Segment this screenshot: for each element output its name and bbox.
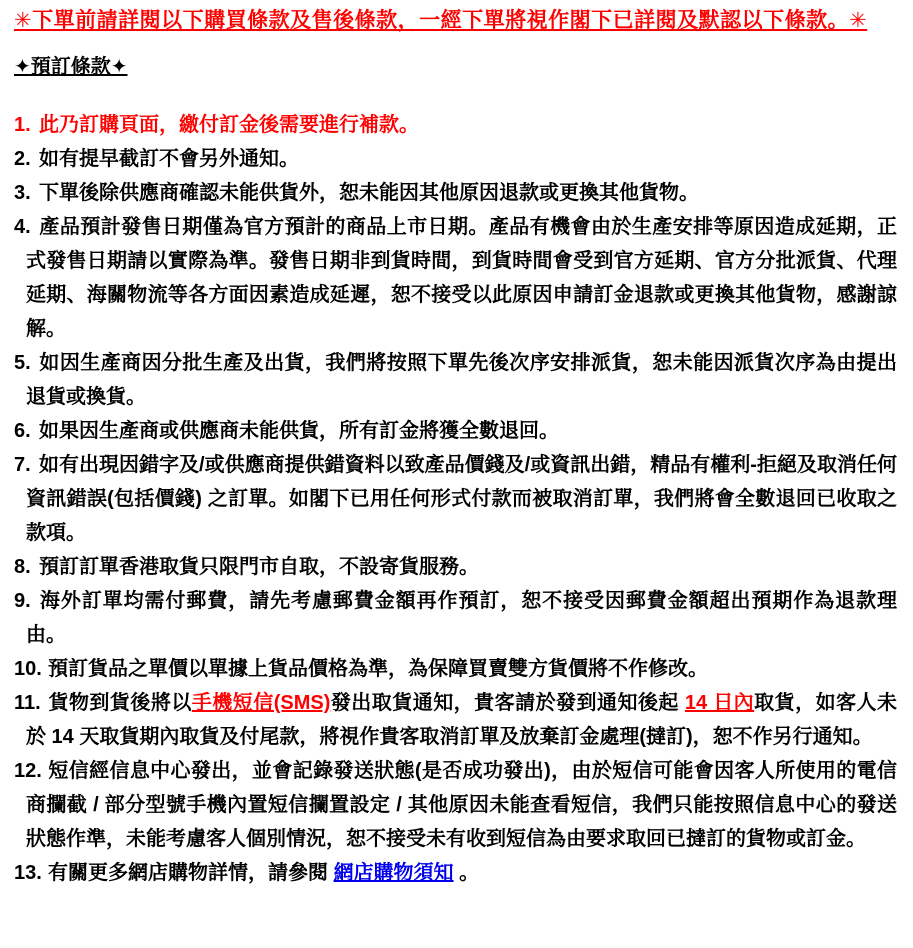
term-text-segment: 發出取貨通知，貴客請於發到通知後起 [330, 692, 685, 714]
page-title: ✳下單前請詳閱以下購買條款及售後條款，一經下單將視作閣下已詳閱及默認以下條款。✳ [14, 9, 868, 32]
term-item-10 [14, 652, 897, 686]
term-number: 8. [14, 556, 31, 578]
terms-list [14, 108, 897, 890]
term-number: 6. [14, 420, 31, 442]
term-number: 13. [14, 862, 42, 884]
term-text-segment: 貨物到貨後將以 [48, 692, 192, 714]
section-heading: ✦預訂條款✦ [14, 56, 128, 78]
term-item-6 [14, 414, 897, 448]
term-number: 12. [14, 760, 42, 782]
term-text-segment: 。 [453, 862, 480, 884]
term-number: 1. [14, 114, 31, 136]
term-item-4 [14, 210, 897, 346]
term-item-13 [14, 856, 897, 890]
term-number: 7. [14, 454, 31, 476]
term-number: 2. [14, 148, 31, 170]
term-text-segment: 如有提早截訂不會另外通知。 [39, 148, 299, 170]
term-item-9 [14, 584, 897, 652]
term-text-segment: 下單後除供應商確認未能供貨外，恕未能因其他原因退款或更換其他貨物。 [39, 182, 699, 204]
term-text-segment: 如有出現因錯字及/或供應商提供錯資料以致產品價錢及/或資訊出錯，精品有權利-拒絕及取消任何資訊錯誤(包括價錢) 之訂單。如閣下已用任何形式付款而被取消訂單，我們將會全數退回已收取之款項。 [26, 454, 897, 544]
term-text-segment: 此乃訂購頁面，繳付訂金後需要進行補款。 [39, 114, 419, 136]
term-item-7 [14, 448, 897, 550]
term-text-segment: 如果因生產商或供應商未能供貨，所有訂金將獲全數退回。 [39, 420, 559, 442]
term-number: 10. [14, 658, 42, 680]
term-number: 9. [14, 590, 31, 612]
term-text-segment: 海外訂單均需付郵費，請先考慮郵費金額再作預訂，恕不接受因郵費金額超出預期作為退款理由。 [26, 590, 897, 646]
term-item-3 [14, 176, 897, 210]
term-number: 5. [14, 352, 31, 374]
term-item-8 [14, 550, 897, 584]
term-number: 3. [14, 182, 31, 204]
term-number: 11. [14, 692, 41, 714]
term-text-segment: 產品預計發售日期僅為官方預計的商品上市日期。產品有機會由於生產安排等原因造成延期，正式發售日期請以實際為準。發售日期非到貨時間，到貨時間會受到官方延期、官方分批派貨、代理延期、海關物流等各方面因素造成延遲，恕不接受以此原因申請訂金退款或更換其他貨物，感謝諒解。 [26, 216, 897, 340]
term-item-1 [14, 108, 897, 142]
term-text-segment: 預訂貨品之單價以單據上貨品價格為準，為保障買賣雙方貨價將不作修改。 [48, 658, 708, 680]
term-text-segment: 手機短信(SMS) [191, 692, 331, 714]
term-text-segment: 有關更多網店購物詳情，請參閱 [48, 862, 334, 884]
term-item-11 [14, 686, 897, 754]
term-text-segment: 14 日內 [684, 692, 755, 714]
term-number: 4. [14, 216, 31, 238]
term-item-2 [14, 142, 897, 176]
term-text-segment: 短信經信息中心發出，並會記錄發送狀態(是否成功發出)，由於短信可能會因客人所使用的電信商攔截 / 部分型號手機內置短信攔置設定 / 其他原因未能查看短信，我們只能按照信息中心的發送狀態作準，未能考慮客人個別情況，恕不接受未有收到短信為由要求取回已撻訂的貨物或訂金。 [26, 760, 897, 850]
term-text-segment: 預訂訂單香港取貨只限門市自取，不設寄貨服務。 [39, 556, 479, 578]
term-item-5 [14, 346, 897, 414]
term-item-12 [14, 754, 897, 856]
term-text-segment: 如因生產商因分批生產及出貨，我們將按照下單先後次序安排派貨，恕未能因派貨次序為由提出退貨或換貨。 [26, 352, 897, 408]
store-shopping-notice-link[interactable]: 網店購物須知 [333, 862, 454, 884]
term-text-segment: 取貨，如客人未於 14 天取貨期內取貨及付尾款，將視作貴客取消訂單及放棄訂金處理(撻訂)，恕不作另行通知。 [26, 692, 897, 748]
